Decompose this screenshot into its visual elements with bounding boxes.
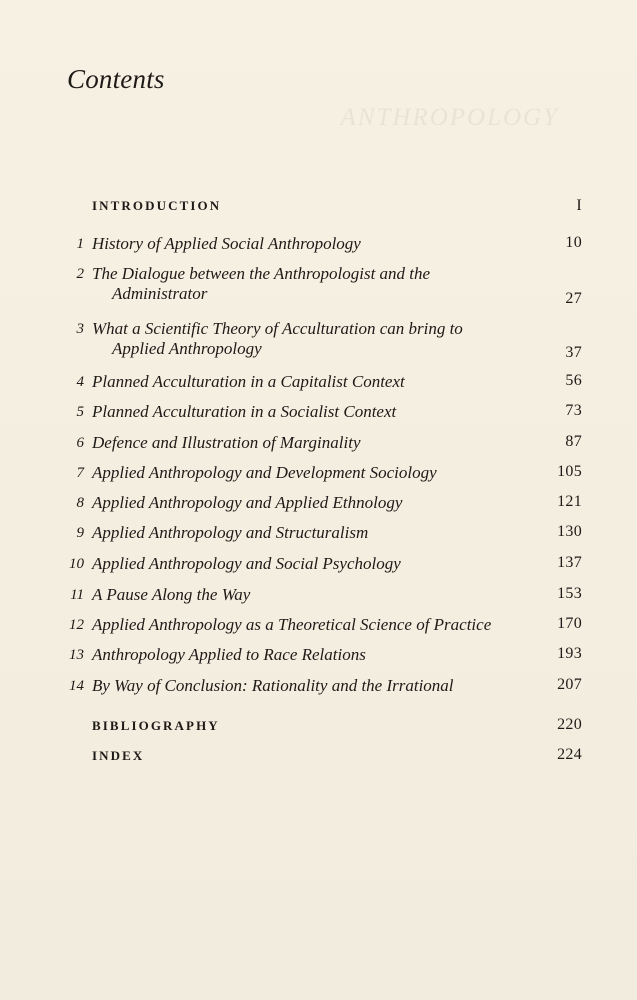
- chapter-2-number: 2: [76, 266, 84, 282]
- chapter-9-number: 9: [76, 525, 84, 541]
- chapter-4-page: 56: [565, 372, 582, 389]
- chapter-5-number: 5: [76, 404, 84, 420]
- chapter-14-page: 207: [557, 676, 582, 693]
- chapter-7-page: 105: [557, 463, 582, 480]
- chapter-3-page: 37: [565, 344, 582, 361]
- chapter-1-page: 10: [565, 234, 582, 251]
- chapter-11-number: 11: [70, 587, 84, 603]
- introduction-label: INTRODUCTION: [92, 198, 222, 213]
- chapter-10-page: 137: [557, 554, 582, 571]
- chapter-4-number: 4: [76, 374, 84, 390]
- chapter-8-number: 8: [76, 495, 84, 511]
- chapter-5-page: 73: [565, 402, 582, 419]
- index-page: 224: [557, 746, 582, 763]
- chapter-3-title-line-1: What a Scientific Theory of Acculturation can bring to: [92, 319, 463, 338]
- page-title: Contents: [67, 64, 165, 94]
- chapter-6-page: 87: [565, 433, 582, 450]
- chapter-1-title: History of Applied Social Anthropology: [92, 234, 361, 253]
- introduction-page: I: [576, 197, 582, 214]
- chapter-7-title: Applied Anthropology and Development Sociology: [92, 463, 437, 482]
- chapter-3-number: 3: [76, 321, 84, 337]
- bibliography-label: BIBLIOGRAPHY: [92, 718, 220, 733]
- chapter-12-number: 12: [69, 617, 84, 633]
- chapter-2-page: 27: [565, 290, 582, 307]
- chapter-5-title: Planned Acculturation in a Socialist Context: [92, 402, 397, 421]
- chapter-3-title-line-2: Applied Anthropology: [112, 339, 262, 358]
- chapter-13-title: Anthropology Applied to Race Relations: [92, 645, 366, 664]
- chapter-14-number: 14: [69, 678, 84, 694]
- chapter-6-number: 6: [76, 435, 84, 451]
- chapter-7-number: 7: [76, 465, 84, 481]
- chapter-10-number: 10: [69, 556, 84, 572]
- chapter-14-title: By Way of Conclusion: Rationality and the Irrational: [92, 676, 454, 695]
- chapter-9-page: 130: [557, 523, 582, 540]
- chapter-4-title: Planned Acculturation in a Capitalist Context: [92, 372, 405, 391]
- chapter-12-title: Applied Anthropology as a Theoretical Science of Practice: [92, 615, 492, 634]
- chapter-8-title: Applied Anthropology and Applied Ethnology: [92, 493, 403, 512]
- chapter-10-title: Applied Anthropology and Social Psychology: [92, 554, 401, 573]
- index-label: INDEX: [92, 748, 145, 763]
- chapter-6-title: Defence and Illustration of Marginality: [92, 433, 361, 452]
- chapter-2-title-line-2: Administrator: [112, 284, 208, 303]
- chapter-9-title: Applied Anthropology and Structuralism: [92, 523, 369, 542]
- show-through-text: ANTHROPOLOGY: [340, 104, 559, 131]
- chapter-12-page: 170: [557, 615, 582, 632]
- chapter-2-title: [92, 264, 430, 304]
- chapter-2-title-line-1: The Dialogue between the Anthropologist and the: [92, 264, 431, 283]
- chapter-13-page: 193: [557, 645, 582, 662]
- bibliography-page: 220: [557, 716, 582, 733]
- chapter-11-page: 153: [557, 585, 582, 602]
- chapter-11-title: A Pause Along the Way: [92, 585, 251, 604]
- chapter-1-number: 1: [76, 236, 84, 252]
- chapter-8-page: 121: [557, 493, 582, 510]
- chapter-13-number: 13: [69, 647, 84, 663]
- chapter-3-title: [92, 319, 463, 359]
